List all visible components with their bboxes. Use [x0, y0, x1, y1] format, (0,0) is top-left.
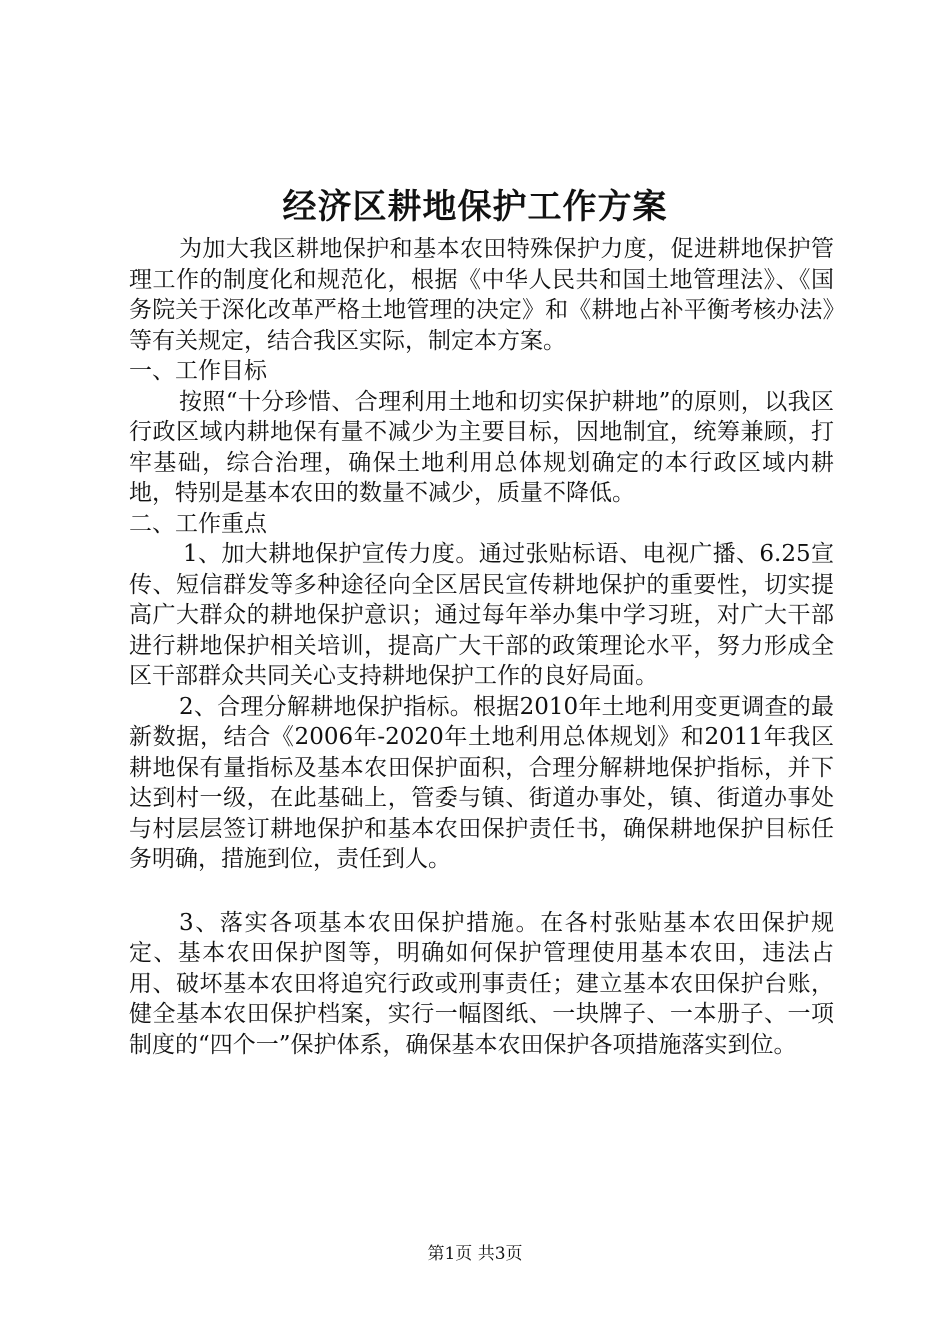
paragraph-spacer: [129, 875, 834, 908]
focus-item-2: 2、合理分解耕地保护指标。根据2010年土地利用变更调查的最新数据，结合《2006年-2020年土地利用总体规划》和2011年我区耕地保有量指标及基本农田保护面积，合理分解耕地保护指标，并下达到村一级，在此基础上，管委与镇、街道办事处，镇、街道办事处与村层层签订耕地保护和基本农田保护责任书，确保耕地保护目标任务明确，措施到位，责任到人。: [129, 693, 834, 872]
section-heading-goals: 一、工作目标: [129, 358, 267, 384]
document-body: [129, 234, 834, 1060]
document-title: 经济区耕地保护工作方案: [282, 187, 668, 227]
focus-item-3: 3、落实各项基本农田保护措施。在各村张贴基本农田保护规定、基本农田保护图等，明确如何保护管理使用基本农田，违法占用、破坏基本农田将追究行政或刑事责任；建立基本农田保护台账，健全基本农田保护档案，实行一幅图纸、一块牌子、一本册子、一项制度的“四个一”保护体系，确保基本农田保护各项措施落实到位。: [129, 909, 834, 1058]
intro-paragraph: 为加大我区耕地保护和基本农田特殊保护力度，促进耕地保护管理工作的制度化和规范化，根据《中华人民共和国土地管理法》、《国务院关于深化改革严格土地管理的决定》和《耕地占补平衡考核办法》等有关规定，结合我区实际，制定本方案。: [129, 236, 834, 354]
section-heading-focus: 二、工作重点: [129, 510, 267, 537]
page-number-footer: 第1页 共3页: [427, 1244, 523, 1264]
focus-item-1: 1、加大耕地保护宣传力度。通过张贴标语、电视广播、6.25宣传、短信群发等多种途径向全区居民宣传耕地保护的重要性，切实提高广大群众的耕地保护意识；通过每年举办集中学习班，对广大干部进行耕地保护相关培训，提高广大干部的政策理论水平，努力形成全区干部群众共同关心支持耕地保护工作的良好局面。: [129, 541, 834, 689]
goals-paragraph: 按照“十分珍惜、合理利用土地和切实保护耕地”的原则，以我区行政区域内耕地保有量不减少为主要目标，因地制宜，统筹兼顾，打牢基础，综合治理，确保土地利用总体规划确定的本行政区域内耕地，特别是基本农田的数量不减少，质量不降低。: [129, 388, 834, 506]
